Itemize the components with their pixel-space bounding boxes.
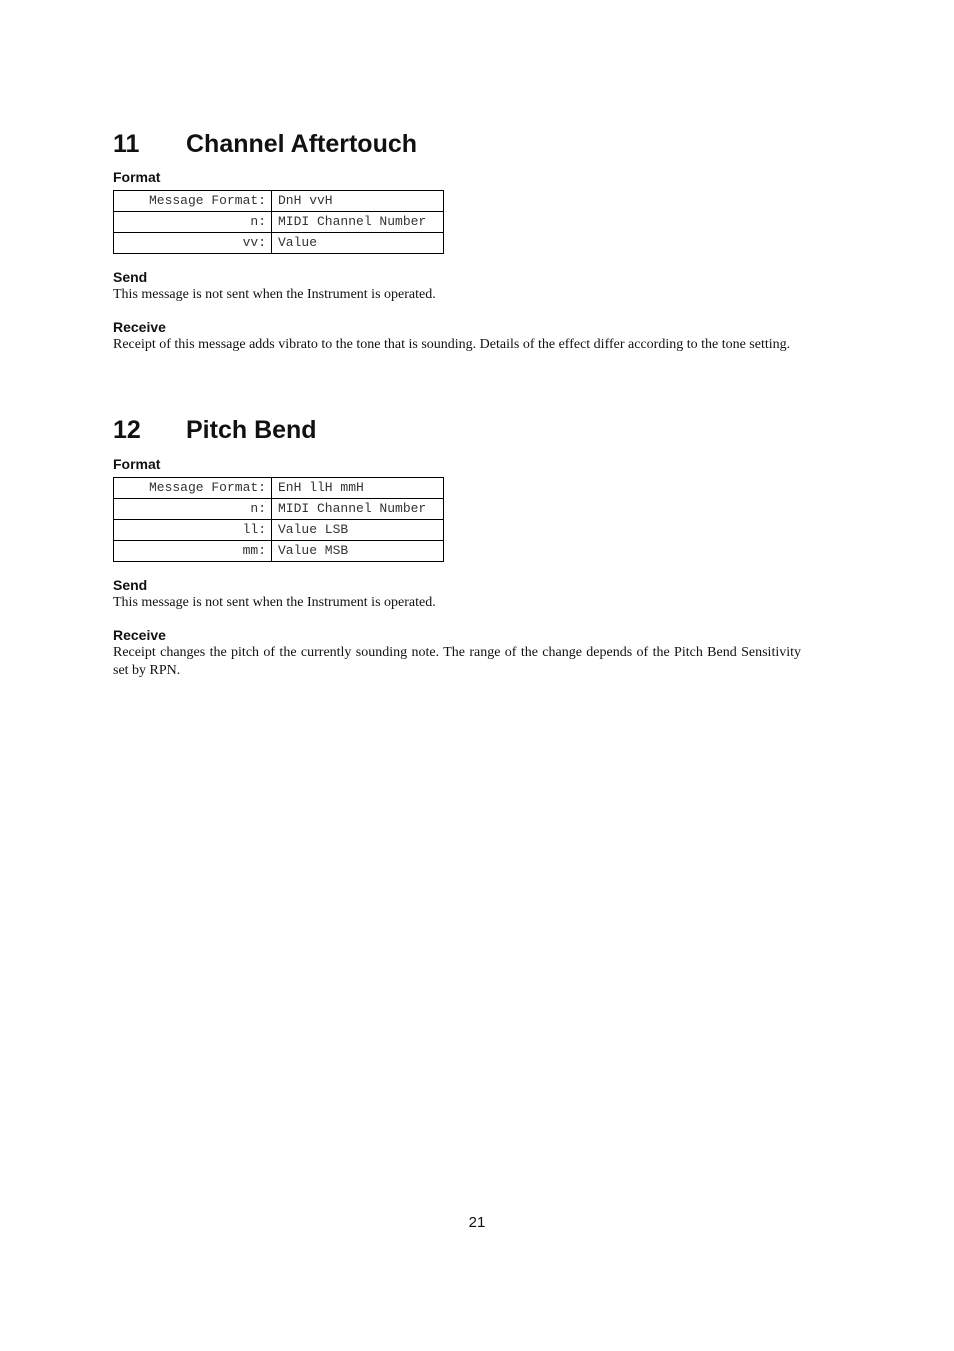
table-row [114, 191, 444, 212]
table-row [114, 520, 444, 541]
send-heading: Send [113, 577, 148, 593]
table-row [114, 233, 444, 254]
section-title: Channel Aftertouch [186, 130, 418, 158]
section-channel-aftertouch [113, 129, 803, 354]
format-value: DnH vvH [272, 191, 444, 212]
format-key: n: [114, 499, 272, 520]
page-number: 21 [468, 1214, 486, 1231]
section-number: 11 [113, 130, 140, 158]
format-heading: Format [113, 456, 161, 472]
format-key: ll: [114, 520, 272, 541]
receive-text: Receipt changes the pitch of the currently sounding note. The range of the change depends of the Pitch Bend Sensitivity set by RPN. [113, 645, 801, 678]
format-value: Value MSB [272, 541, 444, 562]
format-key: n: [114, 212, 272, 233]
format-key: Message Format: [114, 478, 272, 499]
section-pitch-bend [113, 415, 803, 680]
section-heading [113, 129, 803, 159]
format-value: MIDI Channel Number [272, 212, 444, 233]
receive-heading: Receive [113, 319, 166, 335]
table-row [114, 212, 444, 233]
send-text: This message is not sent when the Instrument is operated. [113, 287, 436, 302]
send-text: This message is not sent when the Instrument is operated. [113, 595, 436, 610]
format-table [113, 190, 444, 254]
table-row [114, 499, 444, 520]
send-heading: Send [113, 269, 148, 285]
section-heading [113, 415, 803, 445]
format-key: vv: [114, 233, 272, 254]
receive-text: Receipt of this message adds vibrato to the tone that is sounding. Details of the effect differ according to the tone setting. [113, 337, 791, 352]
format-value: MIDI Channel Number [272, 499, 444, 520]
section-number: 12 [113, 416, 141, 444]
receive-heading: Receive [113, 627, 166, 643]
format-value: EnH llH mmH [272, 478, 444, 499]
format-value: Value LSB [272, 520, 444, 541]
format-heading: Format [113, 169, 161, 185]
table-row [114, 478, 444, 499]
table-row [114, 541, 444, 562]
section-title: Pitch Bend [186, 416, 317, 444]
format-key: Message Format: [114, 191, 272, 212]
format-table [113, 477, 444, 562]
format-value: Value [272, 233, 444, 254]
format-key: mm: [114, 541, 272, 562]
